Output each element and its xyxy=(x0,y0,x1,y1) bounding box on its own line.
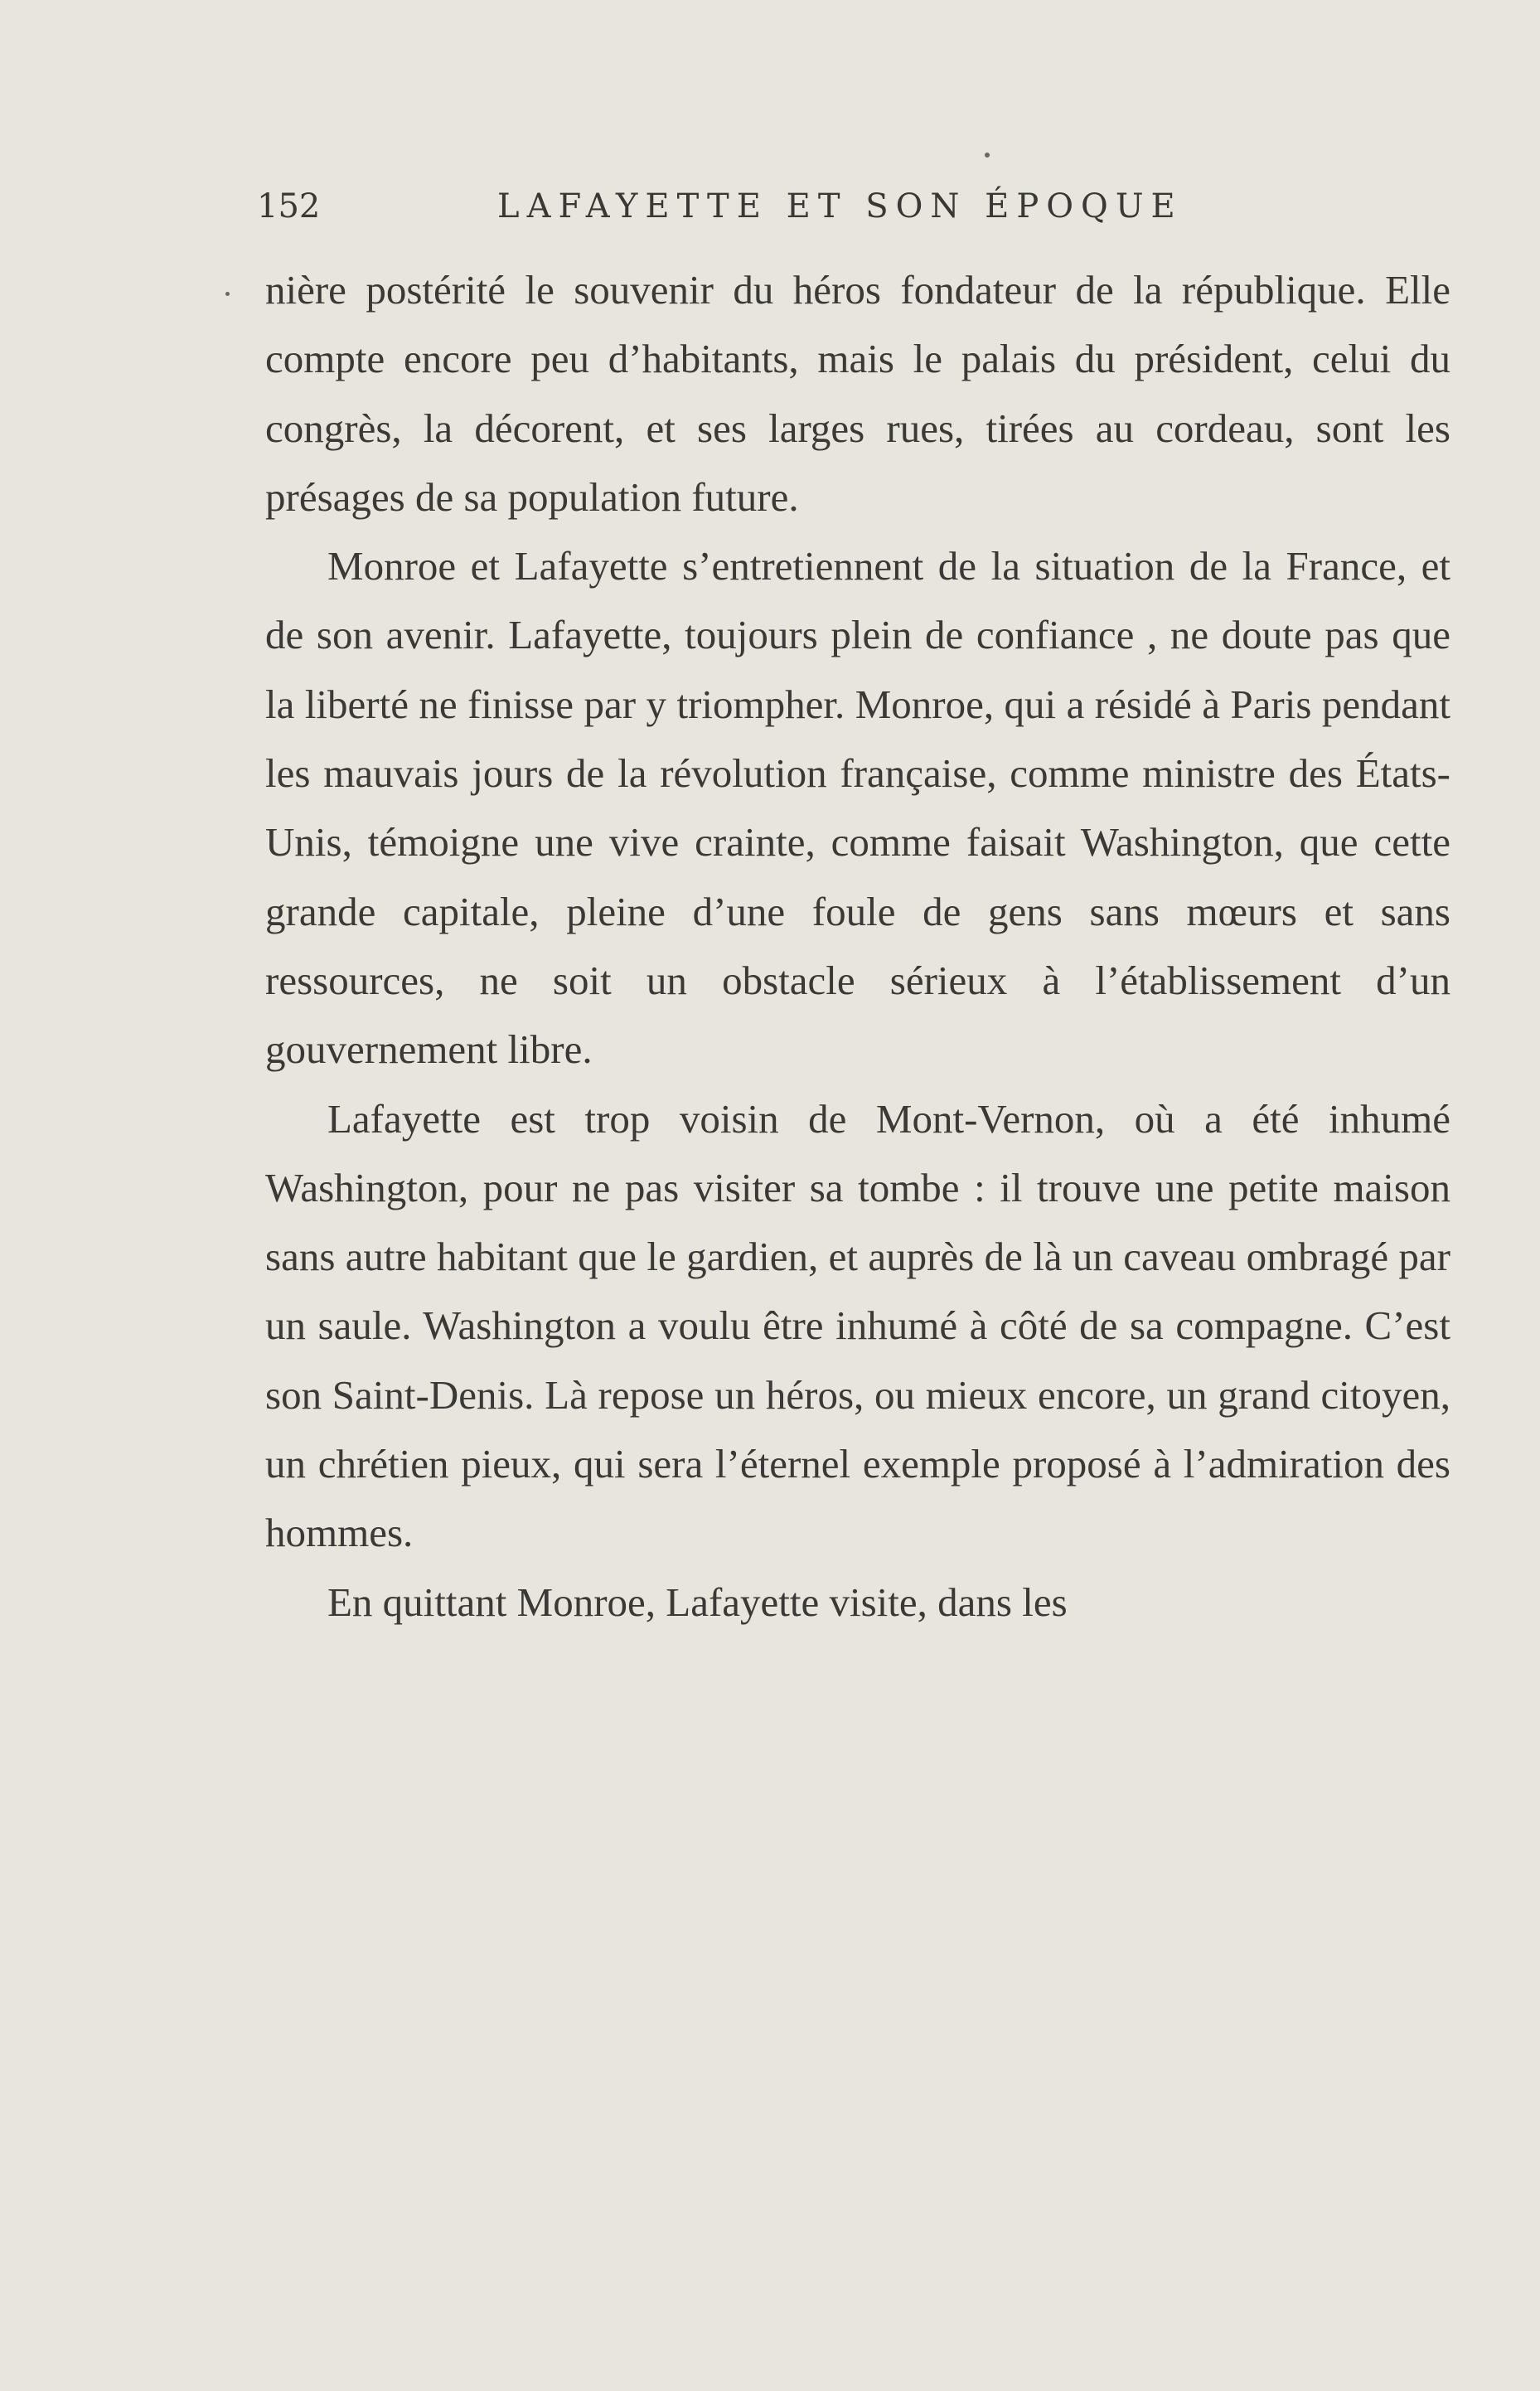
margin-dot xyxy=(225,292,230,296)
paragraph-1: nière postérité le souvenir du héros fondateur de la république. Elle compte encore peu d’habitants, mais le palais du président, celui du congrès, la décorent, et ses larges rues, tirées au cordeau, sont les présages de sa population future. xyxy=(265,267,1450,520)
running-title: LAFAYETTE ET SON ÉPOQUE xyxy=(497,187,1183,226)
paragraph-2: Monroe et Lafayette s’entretiennent de la situation de la France, et de son avenir. Lafayette, toujours plein de confiance , ne doute pas que la liberté ne finisse par y triompher. Monroe, qui a résidé à Paris pendant les mauvais jours de la révolution française, comme ministre des États-Unis, témoigne une vive crainte, comme faisait Washington, que cette grande capitale, pleine d’une foule de gens sans mœurs et sans ressources, ne soit un obstacle sérieux à l’établissement d’un gouvernement libre. xyxy=(265,543,1450,1073)
page-number: 152 xyxy=(257,187,321,226)
paragraph-3: Lafayette est trop voisin de Mont-Vernon, où a été inhumé Washington, pour ne pas visiter sa tombe : il trouve une petite maison sans autre habitant que le gardien, et auprès de là un caveau ombragé par un saule. Washington a voulu être inhumé à côté de sa compagne. C’est son Saint-Denis. Là repose un héros, ou mieux encore, un grand citoyen, un chrétien pieux, qui sera l’éternel exemple proposé à l’admiration des hommes. xyxy=(265,1095,1450,1556)
body-text xyxy=(265,255,1450,1637)
paragraph-4: En quittant Monroe, Lafayette visite, dans les xyxy=(327,1579,1068,1625)
page-header xyxy=(257,187,1450,245)
print-speck xyxy=(985,153,990,158)
